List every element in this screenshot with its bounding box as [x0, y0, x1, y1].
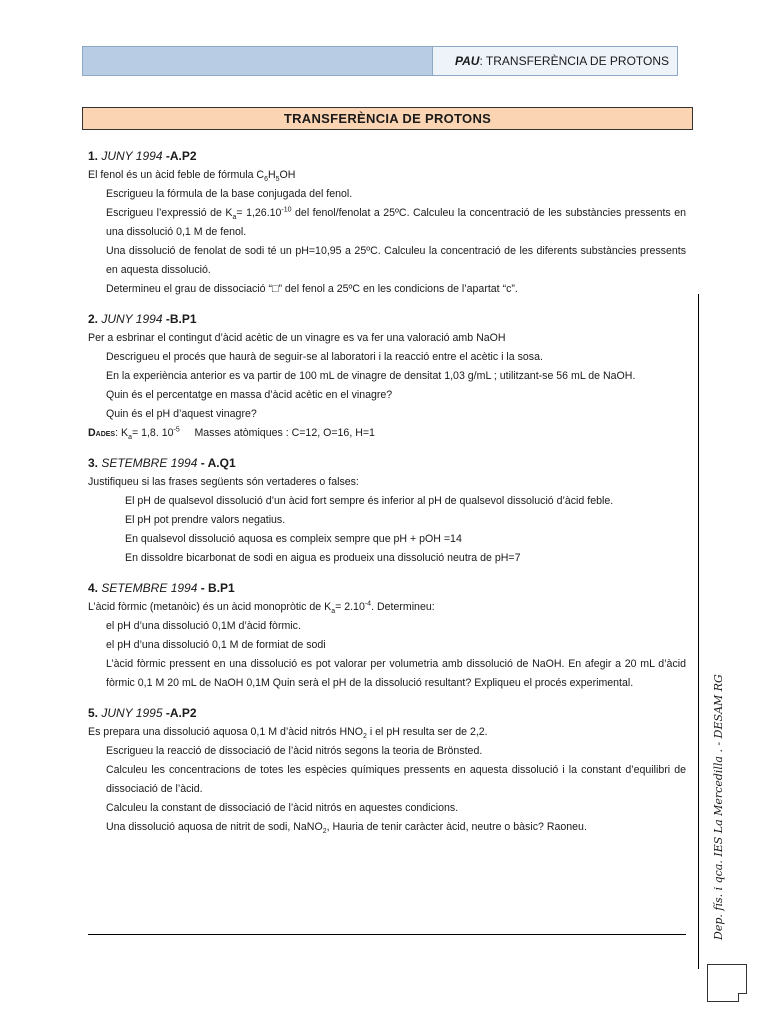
questions: [88, 146, 686, 837]
question-1-part-d: Determineu el grau de dissociació “□” del fenol a 25ºC en les condicions de l’apartat “c”.: [106, 283, 518, 295]
question-2-part-d: Quin és el pH d’aquest vinagre?: [106, 408, 257, 420]
question-4-part-b: el pH d’una dissolució 0,1 M de formiat de sodi: [106, 639, 326, 651]
question-5-part-b: Calculeu les concentracions de totes les espècies químiques pressents en aquesta dissolució i la constant d’equilibri de dissociació de l’àcid.: [106, 764, 686, 795]
question-3-part-c: En qualsevol dissolució aquosa es compleix sempre que pH + pOH =14: [125, 533, 462, 545]
question-3-part-b: El pH pot prendre valors negatius.: [125, 514, 286, 526]
question-2-heading: 2. JUNY 1994 -B.P1: [88, 312, 197, 326]
question-1-intro: El fenol és un àcid feble de fórmula $C_6H_5OH$: [88, 169, 296, 184]
question-2-data: Dades: $K_a= 1,8$. $10^{-5}$ Masses atòmiques : C=12, O=16, H=1: [88, 426, 375, 442]
question-5-part-c: Calculeu la constant de dissociació de l’àcid nitrós en aquestes condicions.: [106, 802, 459, 814]
margin-rule: [698, 294, 699, 969]
pau-label: PAU: [455, 54, 480, 68]
footer-rule: [88, 934, 686, 935]
question-1-heading: 1. JUNY 1994 -A.P2: [88, 149, 197, 163]
question-1-part-a: Escrigueu la fórmula de la base conjugada del fenol.: [106, 188, 353, 200]
question-2: [88, 309, 686, 443]
question-5: [88, 703, 686, 837]
question-2-intro: Per a esbrinar el contingut d’àcid acètic de un vinagre es va fer una valoració amb NaOH: [88, 332, 506, 344]
page-corner-icon: [707, 964, 747, 1002]
header-subject: : TRANSFERÈNCIA DE PROTONS: [479, 54, 670, 68]
question-5-intro: Es prepara una dissolució aquosa 0,1 M d’àcid nitrós $HNO_2$ i el pH resulta ser de 2,2.: [88, 726, 488, 741]
question-3: [88, 453, 686, 568]
question-5-heading: 5. JUNY 1995 -A.P2: [88, 706, 197, 720]
question-2-part-c: Quin és el percentatge en massa d’àcid acètic en el vinagre?: [106, 389, 393, 401]
question-3-part-d: En dissoldre bicarbonat de sodi en aigua es produeix una dissolució neutra de pH=7: [125, 552, 521, 564]
question-1-part-c: Una dissolució de fenolat de sodi té un pH=10,95 a 25ºC. Calculeu la concentració de les diferents substàncies pressents en aquesta dissolució.: [106, 245, 686, 276]
question-4-heading: 4. SETEMBRE 1994 - B.P1: [88, 581, 235, 595]
document-title: TRANSFERÈNCIA DE PROTONS: [82, 107, 693, 130]
question-3-part-a: El pH de qualsevol dissolució d’un àcid fort sempre és inferior al pH de qualsevol dissolució d’àcid feble.: [125, 495, 614, 507]
question-4-part-c: L’àcid fòrmic pressent en una dissolució es pot valorar per volumetria amb dissolució de NaOH. En afegir a 20 mL d’àcid fòrmic 0,1 M 20 mL de NaOH 0,1M Quin serà el pH de la dissolució resultant? Expliqueu el procés experimental.: [106, 658, 686, 689]
question-4: [88, 578, 686, 693]
question-1: [88, 146, 686, 299]
question-1-part-b: Escrigueu l’expressió de $K_a= 1,26.10^{-10}$ del fenol/fenolat a 25ºC. Calculeu la concentració de les substàncies pressents en una dissolució 0,1 M de fenol.: [106, 206, 686, 238]
question-3-intro: Justifiqueu si las frases següents són vertaderes o falses:: [88, 476, 359, 488]
question-5-part-a: Escrigueu la reacció de dissociació de l’àcid nitrós segons la teoria de Brönsted.: [106, 745, 483, 757]
question-4-part-a: el pH d’una dissolució 0,1M d’àcid fòrmic.: [106, 620, 301, 632]
question-2-part-a: Descrigueu el procés que haurà de seguir-se al laboratori i la reacció entre el acètic i la sosa.: [106, 351, 543, 363]
question-4-intro: L’àcid fòrmic (metanòic) és un àcid monopròtic de $K_a= 2.10^{-4}$. Determineu:: [88, 600, 435, 616]
header-label: [432, 47, 677, 75]
question-2-part-b: En la experiència anterior es va partir de 100 mL de vinagre de densitat 1,03 g/mL ; utilitzant-se 56 mL de NaOH.: [106, 370, 636, 382]
question-5-part-d: Una dissolució aquosa de nitrit de sodi, NaNO$_2$, Hauria de tenir caràcter àcid, neutre o bàsic? Raoneu.: [106, 821, 587, 836]
question-3-heading: 3. SETEMBRE 1994 - A.Q1: [88, 456, 236, 470]
side-signature: Dep. fís. i qca. IES La Mercedilla . - DESAM RG: [712, 674, 725, 940]
